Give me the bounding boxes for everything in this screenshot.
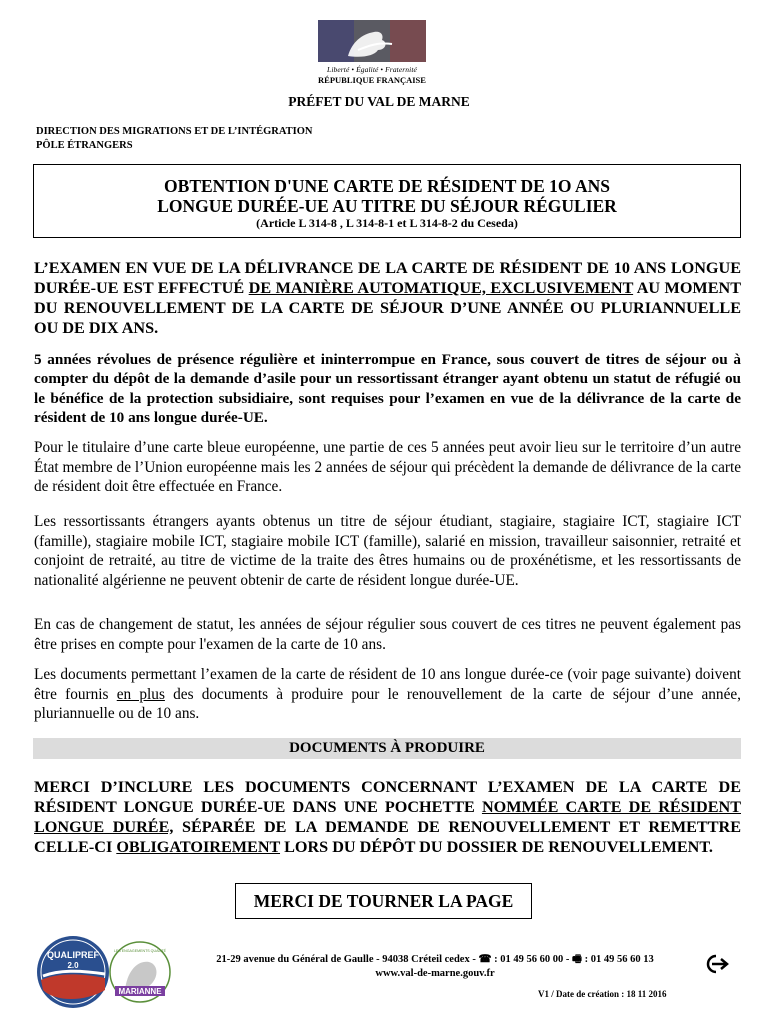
qualipref-label: QUALIPREF [46,950,100,960]
title-box [33,164,741,238]
merci-text: MERCI D’INCLURE LES DOCUMENTS CONCERNANT L’EXAMEN DE LA CARTE DE RÉSIDENT LONGUE DURÉE-UE DANS UNE POCHETTE [34,778,741,816]
documents-text: Les documents permettant l’examen de la carte de résident de 10 ans longue durée-ce (voir page suivante) doivent être fournis [34,666,741,703]
merci-text-mid: SÉPARÉE DE LA DEMANDE DE RENOUVELLEMENT ET REMETTRE CELLE-CI [34,818,741,856]
title-line2: LONGUE DURÉE-UE AU TITRE DU SÉJOUR RÉGULIER [157,196,617,216]
quality-badges [35,932,175,1015]
marianne-badge-icon [110,942,170,1002]
status-change-paragraph: En cas de changement de statut, les années de séjour régulier sous couvert de ces titres ne peuvent également pas être prises en compte pour l'examen de la carte de 10 ans. [34,616,741,653]
merci-text-end: LORS DU DÉPÔT DU DOSSIER DE RENOUVELLEMENT. [280,838,713,856]
documents-heading: DOCUMENTS À PRODUIRE [33,738,741,759]
intro-underlined: DE MANIÈRE AUTOMATIQUE, EXCLUSIVEMENT [248,279,634,297]
merci-underlined-1: NOMMÉE CARTE DE RÉSIDENT LONGUE DURÉE, [34,798,741,836]
exclusions-paragraph: Les ressortissants étrangers ayants obtenus un titre de séjour étudiant, stagiaire, stagiaire ICT, stagiaire ICT (famille), stagiaire mobile ICT, stagiaire mobile ICT (famille), salarié en mission, travailleur saisonnier, retraité et conjoint de retraité, au titre de victime de la traite des êtres humains ou de proxénétisme, et les ressortissants de nationalité algérienne ne peuvent obtenir de carte de résident longue durée-UE. [34,513,741,589]
direction-line: DIRECTION DES MIGRATIONS ET DE L’INTÉGRATION [36,126,313,137]
direction-block [36,125,312,153]
requirement-paragraph: 5 années révolues de présence régulière et ininterrompue en France, sous couvert de titres de séjour ou à compter du dépôt de la demande d’asile pour un ressortissant étranger ayant obtenu un statut de réfugié ou le bénéfice de la protection subsidiaire, sont requises pour l’examen en vue de la délivrance de la carte de résident de 10 ans longue durée-UE. [34,351,741,426]
qualipref-badge-icon [37,936,109,1008]
footer-address: 21-29 avenue du Général de Gaulle - 94038 Créteil cedex - ☎ : 01 49 56 60 00 - 🖷 : 01 49 56 60 13 [216,954,654,965]
version-date: V1 / Date de création : 18 11 2016 [538,989,667,999]
merci-underlined-2: OBLIGATOIREMENT [116,838,281,856]
footer-website: www.val-de-marne.gouv.fr [375,968,495,979]
intro-paragraph [34,258,741,338]
title-line1: OBTENTION D'UNE CARTE DE RÉSIDENT DE 1O ANS [164,176,610,196]
logo-motto: Liberté • Égalité • Fraternité [327,65,417,74]
merci-paragraph [34,777,741,857]
footer-contact [180,953,690,981]
carte-bleue-paragraph: Pour le titulaire d’une carte bleue européenne, une partie de ces 5 années peut avoir lieu sur le territoire d’un autre État membre de l’Union européenne mais les 2 années de séjour qui précèdent la demande de délivrance de la carte de résident doit être effectuée en France. [34,439,741,496]
turn-page-box: MERCI DE TOURNER LA PAGE [235,883,532,919]
marianne-logo-icon [318,20,426,62]
documents-paragraph [34,665,741,724]
intro-text: L’EXAMEN EN VUE DE LA DÉLIVRANCE DE LA CARTE DE RÉSIDENT DE 10 ANS LONGUE DURÉE-UE EST EFFECTUÉ [34,259,741,297]
republique-francaise-logo [316,20,428,85]
marianne-label: MARIANNE [118,987,162,996]
documents-text-end: des documents à produire pour le renouvellement de la carte de séjour d’une année, pluriannuelle ou de 10 ans. [34,685,741,723]
prefet-heading: PRÉFET DU VAL DE MARNE [288,94,470,109]
turn-arrow-icon [704,953,730,980]
qualipref-version: 2.0 [67,961,79,970]
en-plus-underlined: en plus [116,685,165,703]
marianne-top-label: LES ENGAGEMENTS QUALITÉ [113,949,167,953]
intro-text-end: AU MOMENT DU RENOUVELLEMENT DE LA CARTE DE SÉJOUR D’UNE ANNÉE OU PLURIANNUELLE OU DE DIX ANS. [34,279,741,337]
logo-country: RÉPUBLIQUE FRANÇAISE [318,75,426,85]
pole-line: PÔLE ÉTRANGERS [36,140,133,151]
title-articles: (Article L 314-8 , L 314-8-1 et L 314-8-2 du Ceseda) [256,216,518,230]
